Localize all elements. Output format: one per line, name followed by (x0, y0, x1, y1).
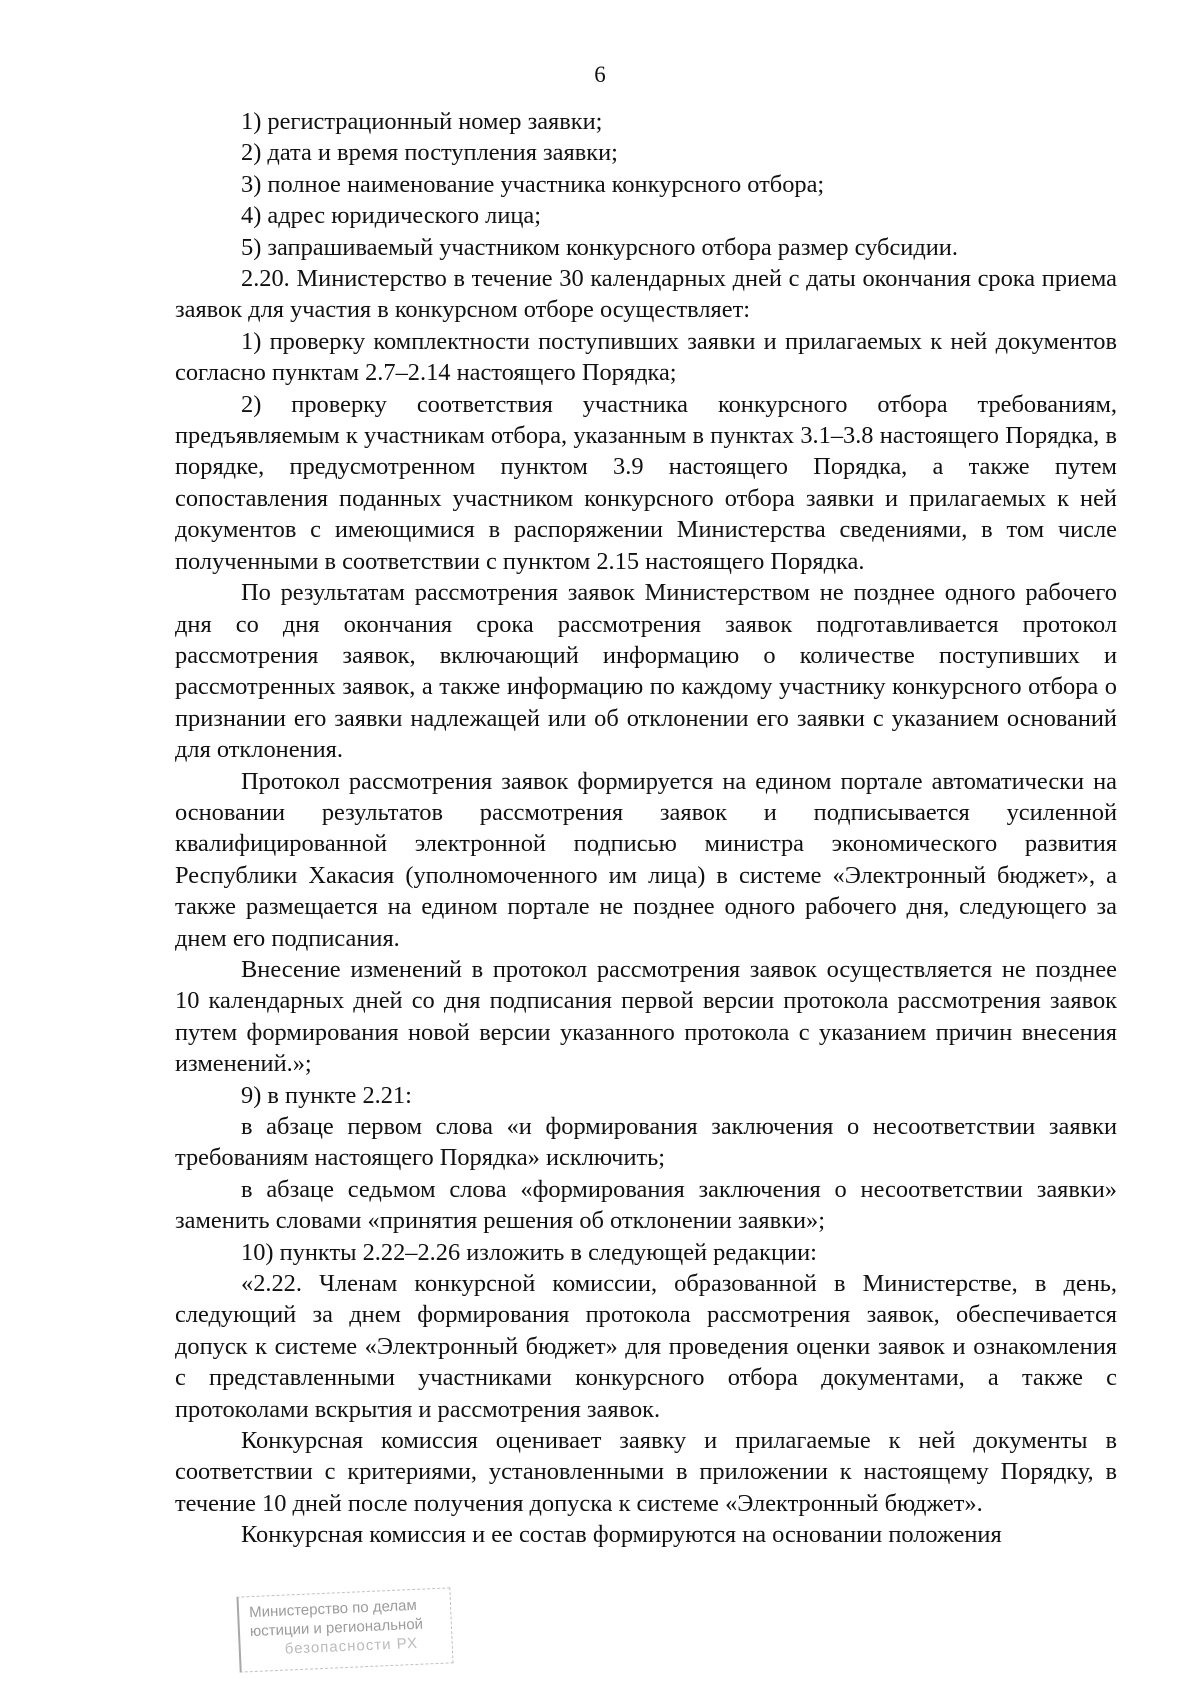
paragraph-check-completeness: 1) проверку комплектности поступивших заявки и прилагаемых к ней документов согласно пунктам 2.7–2.14 настоящего Порядка; (175, 327, 1117, 387)
paragraph-seventh-abzac: в абзаце седьмом слова «формирования заключения о несоответствии заявки» заменить словами «принятия решения об отклонении заявки»; (175, 1175, 1117, 1235)
paragraph-item-10: 10) пункты 2.22–2.26 изложить в следующей редакции: (241, 1238, 817, 1266)
paragraph-2-22: «2.22. Членам конкурсной комиссии, образованной в Министерстве, в день, следующий за днем формирования протокола рассмотрения заявок, обеспечивается допуск к системе «Электронный бюджет» для проведения оценки заявок и ознакомления с представленными участниками конкурсного отбора документами, а также с протоколами вскрытия и рассмотрения заявок. (175, 1270, 1117, 1423)
paragraph-check-compliance: 2) проверку соответствия участника конкурсного отбора требованиям, предъявляемым к участникам отбора, указанным в пунктах 3.1–3.8 настоящего Порядка, в порядке, предусмотренном пунктом 3.9 настоящего Порядка, а также путем сопоставления поданных участником конкурсного отбора заявки и прилагаемых к ней документов с имеющимися в распоряжении Министерства сведениями, в том числе полученными в соответствии с пунктом 2.15 настоящего Порядка. (175, 390, 1117, 575)
paragraph-item-1: 1) регистрационный номер заявки; (241, 108, 603, 135)
paragraph-review-results: По результатам рассмотрения заявок Министерством не позднее одного рабочего дня со дня окончания срока рассмотрения заявок подготавливается протокол рассмотрения заявок, включающий информацию о количестве поступивших и рассмотренных заявок, а также информацию по каждому участнику конкурсного отбора о признании его заявки надлежащей или об отклонении его заявки с указанием оснований для отклонения. (175, 579, 1117, 764)
stamp-line-3: безопасности РХ (284, 1634, 419, 1658)
paragraph-commission-evaluates: Конкурсная комиссия оценивает заявку и прилагаемые к ней документы в соответствии с критериями, установленными в приложении к настоящему Порядку, в течение 10 дней после получения допуска к системе «Электронный бюджет». (175, 1427, 1117, 1517)
paragraph-commission-composition: Конкурсная комиссия и ее состав формируются на основании положения (241, 1521, 1002, 1549)
paragraph-item-4: 4) адрес юридического лица; (241, 202, 542, 230)
document-body (175, 106, 1117, 1551)
stamp-line-2: юстиции и региональной (249, 1615, 424, 1641)
paragraph-item-9: 9) в пункте 2.21: (241, 1081, 412, 1109)
paragraph-2-20: 2.20. Министерство в течение 30 календарных дней с даты окончания срока приема заявок для участия в конкурсном отборе осуществляет: (175, 265, 1117, 324)
paragraph-item-5: 5) запрашиваемый участником конкурсного отбора размер субсидии. (241, 233, 958, 261)
paragraph-protocol: Протокол рассмотрения заявок формируется на едином портале автоматически на основании результатов рассмотрения заявок и подписывается усиленной квалифицированной электронной подписью министра экономического развития Республики Хакасия (уполномоченного им лица) в системе «Электронный бюджет», а также размещается на едином портале не позднее одного рабочего дня, следующего за днем его подписания. (175, 767, 1117, 952)
page-number: 6 (594, 62, 606, 87)
stamp-line-1: Министерство по делам (248, 1596, 418, 1622)
paragraph-protocol-changes: Внесение изменений в протокол рассмотрения заявок осуществляется не позднее 10 календарных дней со дня подписания первой версии протокола рассмотрения заявок путем формирования новой версии указанного протокола с указанием причин внесения изменений.»; (175, 955, 1117, 1078)
paragraph-first-abzac: в абзаце первом слова «и формирования заключения о несоответствии заявки требованиям настоящего Порядка» исключить; (175, 1113, 1117, 1172)
paragraph-item-2: 2) дата и время поступления заявки; (241, 139, 618, 167)
paragraph-item-3: 3) полное наименование участника конкурсного отбора; (241, 170, 825, 198)
registration-stamp (236, 1587, 453, 1672)
